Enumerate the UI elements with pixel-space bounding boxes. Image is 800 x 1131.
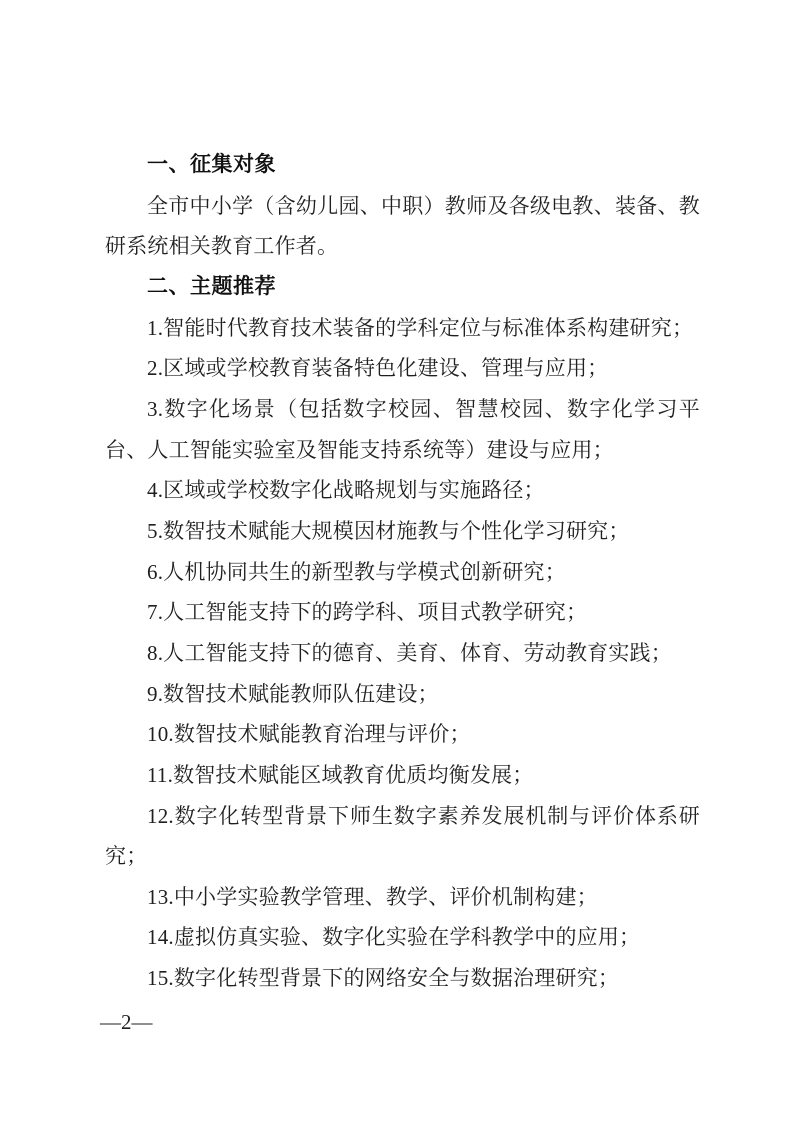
topic-item-13: 13.中小学实验教学管理、教学、评价机制构建； (147, 884, 598, 909)
topic-item-2: 2.区域或学校教育装备特色化建设、管理与应用； (147, 356, 609, 381)
topic-item-14: 14.虚拟仿真实验、数字化实验在学科教学中的应用； (147, 925, 641, 950)
topic-item-7: 7.人工智能支持下的跨学科、项目式教学研究； (147, 600, 588, 625)
topic-item-12: 12.数字化转型背景下师生数字素养发展机制与评价体系研究； (105, 803, 700, 869)
section-body-collection-targets: 全市中小学（含幼儿园、中职）教师及各级电教、装备、教研系统相关教育工作者。 (105, 193, 700, 259)
section-heading-topic-recommendations: 二、主题推荐 (147, 274, 276, 298)
page-number: —2— (100, 1010, 153, 1034)
topic-item-5: 5.数智技术赋能大规模因材施教与个性化学习研究； (147, 518, 630, 543)
topic-item-11: 11.数智技术赋能区域教育优质均衡发展； (147, 762, 534, 787)
section-heading-collection-targets: 一、征集对象 (147, 153, 276, 176)
topic-item-1: 1.智能时代教育技术装备的学科定位与标准体系构建研究； (147, 315, 694, 340)
topic-item-8: 8.人工智能支持下的德育、美育、体育、劳动教育实践； (147, 640, 672, 665)
topic-item-6: 6.人机协同共生的新型教与学模式创新研究； (147, 559, 566, 584)
topic-item-3: 3.数字化场景（包括数字校园、智慧校园、数字化学习平台、人工智能实验室及智能支持系统等）建设与应用； (105, 396, 700, 462)
topic-item-4: 4.区域或学校数字化战略规划与实施路径； (147, 478, 545, 503)
topic-item-10: 10.数智技术赋能教育治理与评价； (147, 722, 471, 747)
topic-item-9: 9.数智技术赋能教师队伍建设； (147, 681, 439, 706)
document-body (105, 145, 700, 999)
topic-item-15: 15.数字化转型背景下的网络安全与数据治理研究； (147, 966, 620, 991)
